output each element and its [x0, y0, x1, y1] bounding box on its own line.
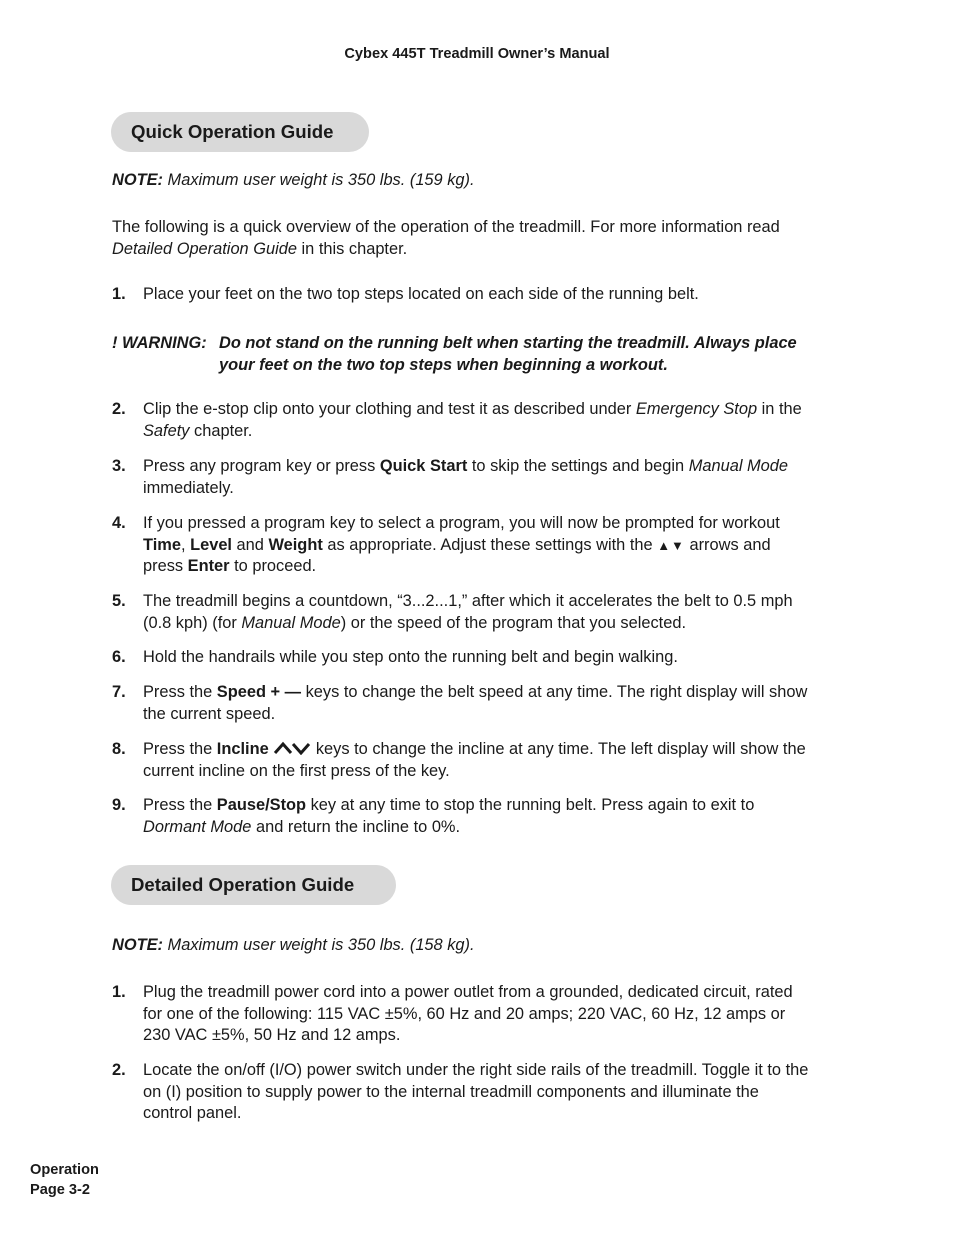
list-item: [112, 982, 812, 1047]
item-number: 8.: [112, 740, 126, 758]
list-item: [112, 1060, 812, 1125]
item-number: 3.: [112, 457, 126, 475]
list-item: [112, 682, 812, 725]
list-item: [112, 513, 812, 578]
section-title: Quick Operation Guide: [131, 121, 334, 143]
list-item: [112, 284, 812, 306]
page-footer: [30, 1161, 99, 1200]
list-item: [112, 647, 812, 669]
list-item: [112, 456, 812, 499]
list-item: [112, 591, 812, 634]
item-number: 4.: [112, 514, 126, 532]
item-number: 1.: [112, 983, 126, 1001]
incline-chevrons-icon: [273, 741, 311, 755]
item-number: 9.: [112, 796, 126, 814]
item-text: Press the Pause/Stop key at any time to stop the running belt. Press again to exit to Dormant Mode and return the incline to 0%.: [143, 796, 755, 836]
footer-section: Operation: [30, 1162, 99, 1178]
note: [112, 935, 812, 957]
item-number: 7.: [112, 683, 126, 701]
intro-emphasis: Detailed Operation Guide: [112, 239, 297, 258]
section-heading-quick: [111, 112, 369, 152]
item-number: 1.: [112, 285, 126, 303]
warning-text: Do not stand on the running belt when starting the treadmill. Always place your feet on the two top steps when beginning a workout.: [219, 334, 797, 374]
item-text: Press the Speed + — keys to change the belt speed at any time. The right display will show the current speed.: [143, 683, 808, 723]
item-number: 2.: [112, 1061, 126, 1079]
item-text: Locate the on/off (I/O) power switch under the right side rails of the treadmill. Toggle it to the on (I) position to supply power to the internal treadmill components and illuminate the control panel.: [143, 1061, 809, 1122]
item-text: Hold the handrails while you step onto the running belt and begin walking.: [143, 648, 678, 666]
note: [112, 170, 812, 192]
item-number: 6.: [112, 648, 126, 666]
intro-paragraph: [112, 217, 812, 260]
list-item: [112, 399, 812, 442]
note-label: NOTE:: [112, 171, 163, 189]
warning-block: [112, 333, 812, 376]
item-text: Press the Incline keys to change the incline at any time. The left display will show the current incline on the first press of the key.: [143, 740, 806, 780]
list-item: [112, 739, 812, 782]
footer-page-number: Page 3-2: [30, 1181, 91, 1198]
note-text: Maximum user weight is 350 lbs. (158 kg).: [163, 936, 475, 954]
section-title: Detailed Operation Guide: [131, 874, 355, 896]
item-text: The treadmill begins a countdown, “3...2...1,” after which it accelerates the belt to 0.5 mph (0.8 kph) (for Manual Mode) or the speed of the program that you selected.: [143, 592, 793, 632]
item-text: Plug the treadmill power cord into a power outlet from a grounded, dedicated circuit, rated for one of the following: 115 VAC ±5%, 60 Hz and 20 amps; 220 VAC, 60 Hz, 12 amps or 230 VAC ±5%, 50 Hz and 12 amps.: [143, 983, 793, 1044]
intro-text-end: in this chapter.: [296, 239, 408, 258]
item-text: Place your feet on the two top steps located on each side of the running belt.: [143, 285, 699, 303]
section-heading-detailed: [111, 865, 396, 905]
list-item: [112, 795, 812, 838]
item-number: 5.: [112, 592, 126, 610]
item-text: If you pressed a program key to select a program, you will now be prompted for workout Time, Level and Weight as appropriate. Adjust these settings with the ▲▼ arrows and press Enter to proceed.: [143, 514, 780, 575]
up-down-arrows-icon: ▲▼: [657, 537, 685, 553]
item-number: 2.: [112, 400, 126, 418]
item-text: Press any program key or press Quick Start to skip the settings and begin Manual Mode immediately.: [143, 457, 789, 497]
note-text: Maximum user weight is 350 lbs. (159 kg).: [163, 171, 475, 189]
intro-text: The following is a quick overview of the operation of the treadmill. For more information read: [112, 218, 780, 236]
page-header: Cybex 445T Treadmill Owner’s Manual: [344, 46, 610, 62]
item-text: Clip the e-stop clip onto your clothing and test it as described under Emergency Stop in the Safety chapter.: [143, 400, 802, 440]
note-label: NOTE:: [112, 936, 163, 954]
warning-label: ! WARNING:: [112, 334, 207, 352]
